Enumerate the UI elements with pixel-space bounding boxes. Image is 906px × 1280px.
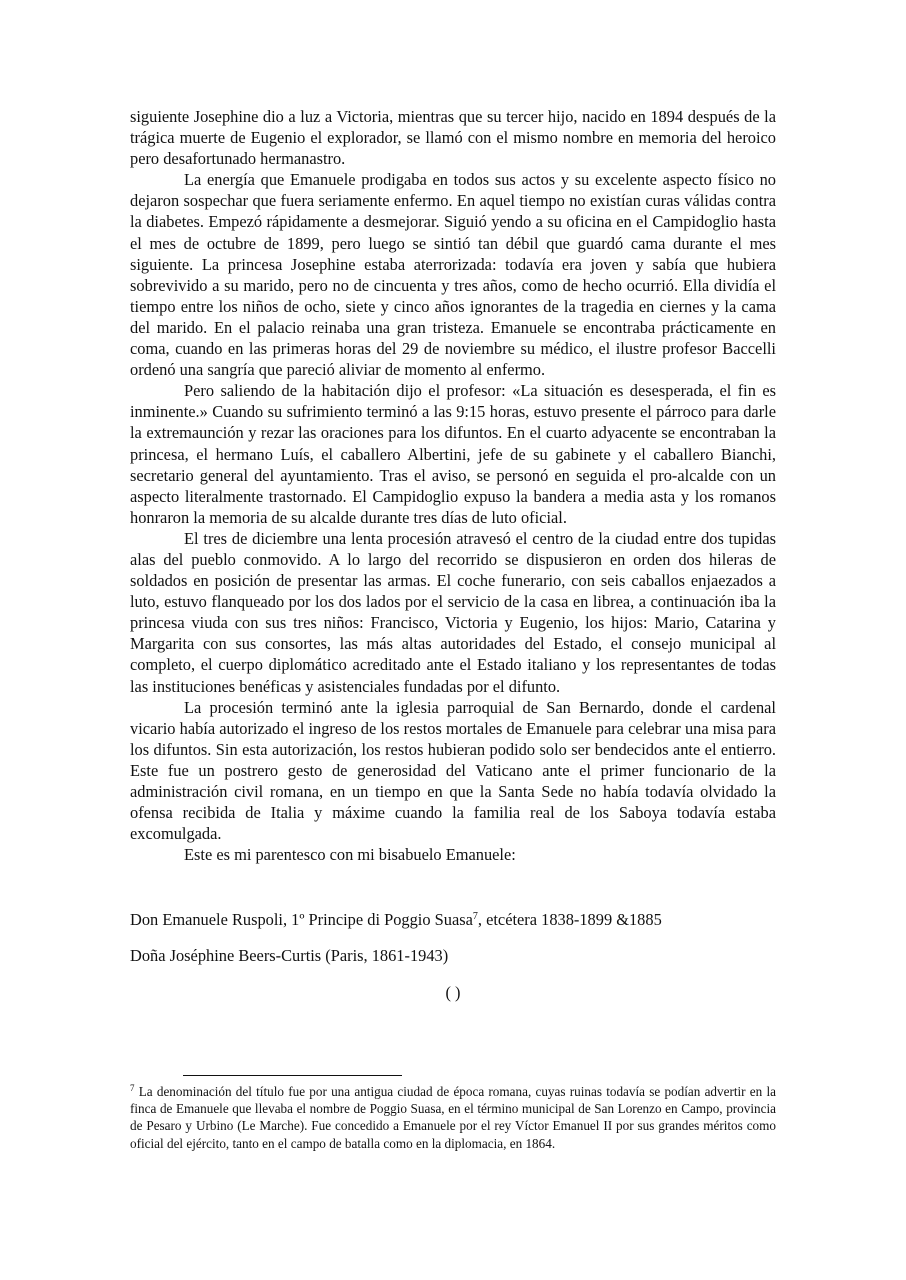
lineage-emanuele-name: Don Emanuele Ruspoli, 1º Principe di Poggio Suasa [130, 910, 473, 930]
footnote-separator [183, 1075, 402, 1076]
paragraph-continuation: siguiente Josephine dio a luz a Victoria, mientras que su tercer hijo, nacido en 1894 después de la trágica muerte de Eugenio el explorador, se llamó con el mismo nombre en memoria del heroico pero desafortunado hermanastro. [130, 107, 776, 169]
lineage-emanuele-dates: , etcétera 1838-1899 &1885 [477, 910, 662, 930]
lineage-line-parentheses: ( ) [445, 982, 461, 1002]
footnote-number: 7 [130, 1083, 135, 1093]
paragraph-church: La procesión terminó ante la iglesia parroquial de San Bernardo, donde el cardenal vicario había autorizado el ingreso de los restos mortales de Emanuele para celebrar una misa para los difuntos. Sin esta autorización, los restos hubieran podido solo ser bendecidos ante el entierro. Este fue un postrero gesto de generosidad del Vaticano ante el primer funcionario de la administración civil romana, en un tiempo en que la Santa Sede no había todavía olvidado la ofensa recibida de Italia y máxime cuando la familia real de los Saboya todavía estaba excomulgada. [130, 697, 776, 844]
paragraph-death: Pero saliendo de la habitación dijo el profesor: «La situación es desesperada, el fin es inminente.» Cuando su sufrimiento terminó a las 9:15 horas, estuvo presente el párroco para darle la extremaunción y rezar las oraciones para los difuntos. En el cuarto adyacente se encontraban la princesa, el hermano Luís, el caballero Albertini, jefe de su gabinete y el caballero Bianchi, secretario general del ayuntamiento. Tras el aviso, se personó en seguida el pro-alcalde con un aspecto literalmente trastornado. El Campidoglio expuso la bandera a media asta y los romanos honraron la memoria de su alcalde durante tres días de luto oficial. [130, 381, 776, 527]
paragraph-illness: La energía que Emanuele prodigaba en todos sus actos y su excelente aspecto físico no dejaron sospechar que fuera seriamente enfermo. En aquel tiempo no existían curas válidas contra la diabetes. Empezó rápidamente a desmejorar. Siguió yendo a su oficina en el Campidoglio hasta el mes de octubre de 1899, pero luego se sintió tan débil que guardó cama durante el mes siguiente. La princesa Josephine estaba aterrorizada: todavía era joven y sabía que hubiera sobrevivido a su marido, pero no de cincuenta y tres años, como de hecho ocurrió. Ella dividía el tiempo entre los niños de ocho, siete y cinco años ignorantes de la tragedia en ciernes y la cama del marido. En el palacio reinaba una gran tristeza. Emanuele se encontraba prácticamente en coma, cuando en las primeras horas del 29 de noviembre su médico, el ilustre profesor Baccelli ordenó una sangría que pareció aliviar de momento al enfermo. [130, 170, 776, 380]
footnote-text: La denominación del título fue por una antigua ciudad de época romana, cuyas ruinas todavía se podían advertir en la finca de Emanuele que llevaba el nombre de Poggio Suasa, en el término municipal de San Lorenzo en Campo, provincia de Pesaro y Urbino (Le Marche). Fue concedido a Emanuele por el rey Víctor Emanuel II por sus grandes méritos como oficial del ejército, tanto en el campo de batalla como en la diplomacia, en 1864. [130, 1084, 776, 1151]
footnote-reference-mark: 7 [472, 911, 478, 923]
footnote [130, 1083, 776, 1152]
paragraph-procession: El tres de diciembre una lenta procesión atravesó el centro de la ciudad entre dos tupidas alas del pueblo conmovido. A lo largo del recorrido se dispusieron en orden dos hileras de soldados en posición de presentar las armas. El coche funerario, con seis caballos enjaezados a luto, estuvo flanqueado por los dos lados por el servicio de la casa en librea, a continuación iba la princesa viuda con sus tres niños: Francisco, Victoria y Eugenio, los hijos: Mario, Catarina y Margarita con sus consortes, las más altas autoridades del Estado, el consejo municipal al completo, el cuerpo diplomático acreditado ante el Estado italiano y los representantes de todas las instituciones benéficas y asistenciales fundadas por el difunto. [130, 528, 776, 696]
paragraph-lineage-intro: Este es mi parentesco con mi bisabuelo Emanuele: [184, 845, 516, 865]
lineage-line-josephine: Doña Joséphine Beers-Curtis (Paris, 1861-1943) [130, 946, 449, 966]
document-page [130, 106, 776, 1003]
lineage-line-emanuele [130, 909, 776, 930]
